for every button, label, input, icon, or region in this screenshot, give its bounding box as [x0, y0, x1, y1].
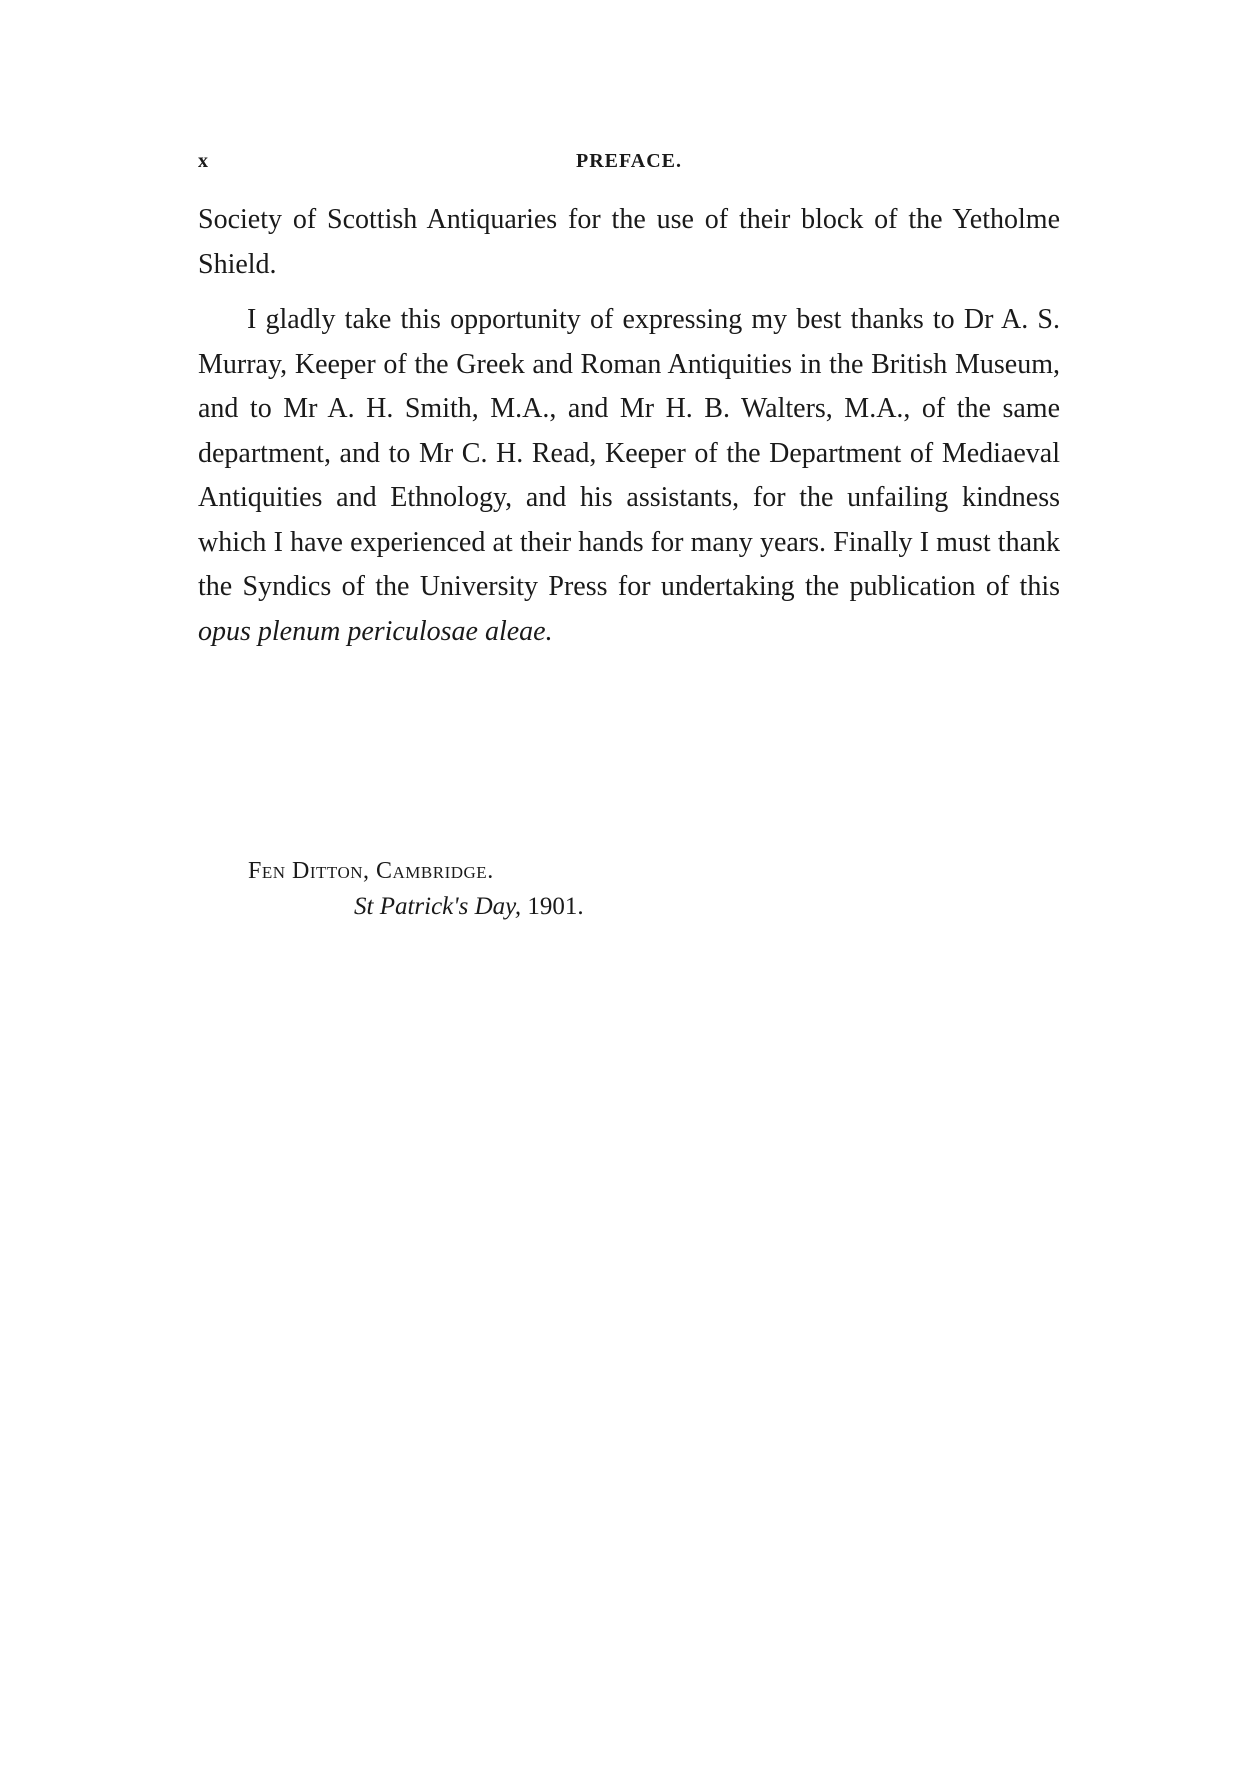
- signature-place: Fen Ditton, Cambridge.: [248, 858, 494, 884]
- paragraph-acknowledgements: [198, 298, 1060, 654]
- signature-date: [354, 893, 584, 921]
- paragraph-text: Society of Scottish Antiquaries for the use of their block of the Yetholme Shield.: [198, 204, 1060, 280]
- signature-year: 1901.: [527, 893, 584, 920]
- running-head: [198, 150, 1060, 176]
- paragraph-text: I gladly take this opportunity of expressing my best thanks to Dr A. S. Murray, Keeper of the Greek and Roman Antiquities in the British Museum, and to Mr A. H. Smith, M.A., and Mr H. B. Walters, M.A., of the same department, and to Mr C. H. Read, Keeper of the Department of Mediaeval Antiquities and Ethnology, and his assistants, for the unfailing kindness which I have experienced at their hands for many years. Finally I must thank the Syndics of the University Press for undertaking the publication of this: [198, 304, 1060, 602]
- running-title: PREFACE.: [576, 150, 682, 172]
- page-number: x: [198, 150, 209, 172]
- signature-date-text: St Patrick's Day,: [354, 893, 522, 920]
- paragraph-continuation: [198, 198, 1060, 287]
- latin-phrase: opus plenum periculosae aleae.: [198, 615, 553, 647]
